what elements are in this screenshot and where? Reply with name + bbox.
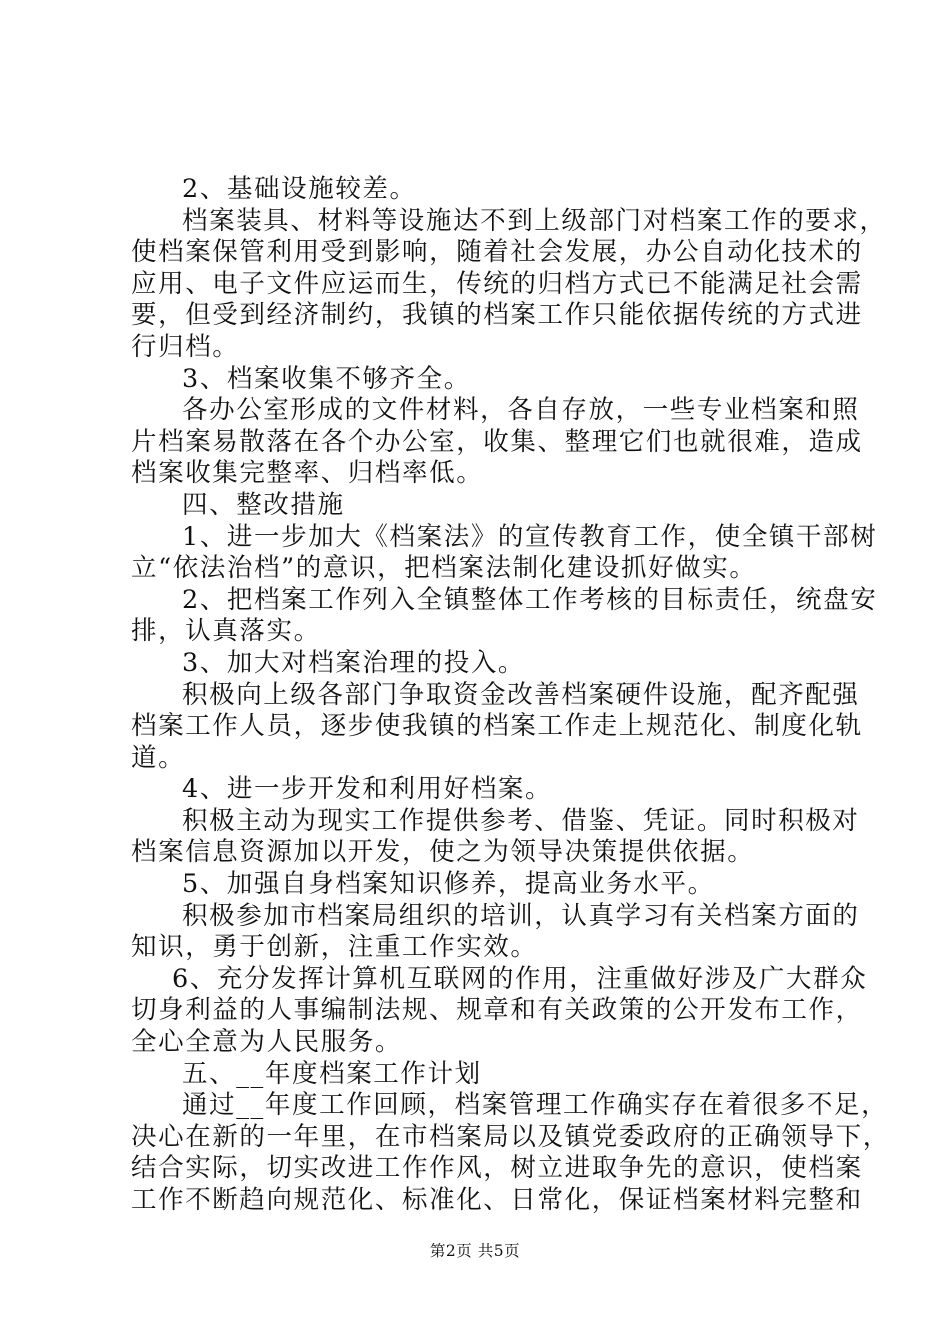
document-body: [131, 174, 890, 1217]
text-line: 五、__年度档案工作计划: [182, 1058, 482, 1089]
text-line: 排，认真落实。: [131, 616, 321, 647]
text-line: 切身利益的人事编制法规、规章和有关政策的公开发布工作，: [131, 995, 863, 1026]
text-line: 2、基础设施较差。: [182, 174, 417, 204]
text-line: 5、加强自身档案知识修养，提高业务水平。: [182, 869, 715, 900]
text-line: 积极向上级各部门争取资金改善档案硬件设施，配齐配强: [182, 679, 860, 710]
text-line: 道。: [131, 742, 186, 773]
text-line: 要，但受到经济制约，我镇的档案工作只能依据传统的方式进: [131, 300, 863, 331]
text-line: 1、进一步加大《档案法》的宣传教育工作，使全镇干部树: [182, 521, 878, 552]
text-line: 立“依法治档”的意识，把档案法制化建设抓好做实。: [131, 553, 757, 584]
page-footer: 第2页 共5页: [429, 1242, 521, 1260]
text-line: 档案信息资源加以开发，使之为领导决策提供依据。: [131, 837, 755, 868]
text-line: 6、充分发挥计算机互联网的作用，注重做好涉及广大群众: [172, 963, 868, 994]
text-line: 2、把档案工作列入全镇整体工作考核的目标责任，统盘安: [182, 584, 878, 615]
text-line: 档案装具、材料等设施达不到上级部门对档案工作的要求，: [182, 205, 887, 236]
text-line: 结合实际，切实改进工作作风，树立进取争先的意识，使档案: [131, 1153, 863, 1184]
text-line: 积极参加市档案局组织的培训，认真学习有关档案方面的: [182, 900, 860, 931]
text-line: 应用、电子文件应运而生，传统的归档方式已不能满足社会需: [131, 268, 863, 299]
text-line: 全心全意为人民服务。: [131, 1027, 403, 1058]
text-line: 积极主动为现实工作提供参考、借鉴、凭证。同时积极对: [182, 805, 860, 836]
text-line: 档案工作人员，逐步使我镇的档案工作走上规范化、制度化轨: [131, 711, 863, 742]
text-line: 片档案易散落在各个办公室，收集、整理它们也就很难，造成: [131, 426, 863, 457]
text-line: 3、档案收集不够齐全。: [182, 363, 471, 394]
text-line: 档案收集完整率、归档率低。: [131, 458, 484, 489]
text-line: 3、加大对档案治理的投入。: [182, 647, 526, 678]
text-line: 各办公室形成的文件材料，各自存放，一些专业档案和照: [182, 395, 860, 426]
text-line: 4、进一步开发和利用好档案。: [182, 774, 553, 805]
text-line: 四、整改措施: [182, 489, 345, 520]
text-line: 工作不断趋向规范化、标准化、日常化，保证档案材料完整和: [131, 1185, 863, 1215]
text-line: 决心在新的一年里，在市档案局以及镇党委政府的正确领导下，: [131, 1121, 890, 1152]
text-line: 行归档。: [131, 331, 240, 362]
text-line: 使档案保管利用受到影响，随着社会发展，办公自动化技术的: [131, 237, 863, 268]
text-line: 知识，勇于创新，注重工作实效。: [131, 932, 538, 963]
text-line: 通过__年度工作回顾，档案管理工作确实存在着很多不足，: [182, 1090, 889, 1121]
